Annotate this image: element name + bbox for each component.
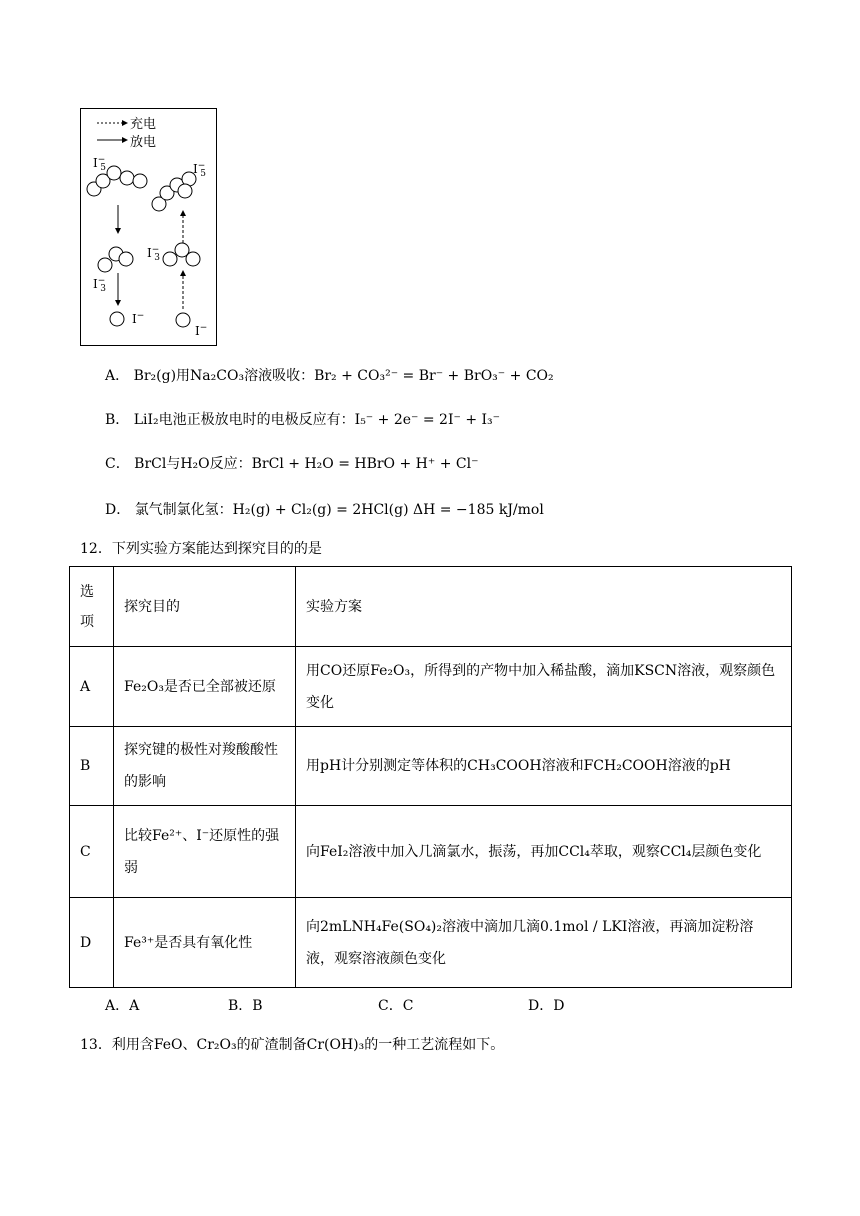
i-ion-left — [110, 312, 124, 326]
charge-discharge-diagram — [80, 108, 217, 346]
row-b-option: B — [70, 727, 114, 806]
option-c — [105, 454, 478, 474]
legend-charge-label: 充电 — [130, 117, 157, 132]
option-c-text: BrCl与H₂O反应：BrCl + H₂O = HBrO + H⁺ + Cl⁻ — [134, 456, 479, 472]
i3-cluster-left — [98, 247, 133, 272]
table-row — [70, 806, 792, 898]
i5-label-left: $I^-_5$ — [93, 155, 107, 173]
i-label-left: I− — [132, 311, 145, 326]
row-b-plan: 用pH计分别测定等体积的CH₃COOH溶液和FCH₂COOH溶液的pH — [296, 727, 792, 806]
option-a — [105, 366, 554, 386]
row-d-purpose: Fe³⁺是否具有氧化性 — [114, 898, 296, 988]
i-ion-right — [176, 313, 190, 327]
option-a-letter: A． — [105, 368, 130, 384]
row-c-option: C — [70, 806, 114, 898]
header-purpose: 探究目的 — [114, 567, 296, 647]
row-d-option: D — [70, 898, 114, 988]
choice-d[interactable]: D．D — [528, 998, 565, 1014]
i-label-right: I− — [195, 323, 208, 338]
header-plan: 实验方案 — [296, 567, 792, 647]
table-row — [70, 647, 792, 727]
option-b-text: LiI₂电池正极放电时的电极反应有：I₅⁻ + 2e⁻ = 2I⁻ + I₃⁻ — [133, 412, 501, 428]
option-a-text: Br₂(g)用Na₂CO₃溶液吸收：Br₂ + CO₃²⁻ = Br⁻ + BrO₃⁻ + CO₂ — [133, 368, 554, 384]
row-b-purpose: 探究键的极性对羧酸酸性的影响 — [114, 727, 296, 806]
i3-cluster-right — [163, 243, 200, 266]
i5-label-right: $I^-_5$ — [193, 161, 207, 179]
row-a-plan: 用CO还原Fe₂O₃，所得到的产物中加入稀盐酸，滴加KSCN溶液，观察颜色变化 — [296, 647, 792, 727]
table-header-row — [70, 567, 792, 647]
row-c-plan: 向FeI₂溶液中加入几滴氯水，振荡，再加CCl₄萃取，观察CCl₄层颜色变化 — [296, 806, 792, 898]
i5-cluster-right — [152, 172, 196, 211]
header-option: 选项 — [70, 567, 114, 647]
option-c-letter: C． — [105, 456, 130, 472]
choice-b[interactable]: B．B — [228, 998, 263, 1014]
option-b-letter: B． — [105, 412, 130, 428]
row-a-option: A — [70, 647, 114, 727]
experiment-table — [69, 566, 792, 988]
option-d — [105, 500, 544, 520]
question-13-stem: 13．利用含FeO、Cr₂O₃的矿渣制备Cr(OH)₃的一种工艺流程如下。 — [80, 1037, 505, 1053]
option-d-text: 氯气制氯化氢：H₂(g) + Cl₂(g) = 2HCl(g) ΔH = −185 kJ/mol — [134, 502, 544, 518]
row-d-plan: 向2mLNH₄Fe(SO₄)₂溶液中滴加几滴0.1mol / LKI溶液，再滴加淀粉溶液，观察溶液颜色变化 — [296, 898, 792, 988]
choice-c[interactable]: C．C — [378, 998, 414, 1014]
table-row — [70, 898, 792, 988]
choice-a[interactable]: A．A — [105, 998, 140, 1014]
option-b — [105, 410, 500, 430]
row-c-purpose: 比较Fe²⁺、I⁻还原性的强弱 — [114, 806, 296, 898]
i3-label-left: $I^-_3$ — [93, 276, 107, 294]
legend-discharge-label: 放电 — [130, 135, 157, 150]
i3-label-right: $I^-_3$ — [147, 245, 161, 263]
option-d-letter: D． — [105, 502, 131, 518]
question-12-stem: 12．下列实验方案能达到探究目的的是 — [80, 541, 322, 557]
table-row — [70, 727, 792, 806]
row-a-purpose: Fe₂O₃是否已全部被还原 — [114, 647, 296, 727]
